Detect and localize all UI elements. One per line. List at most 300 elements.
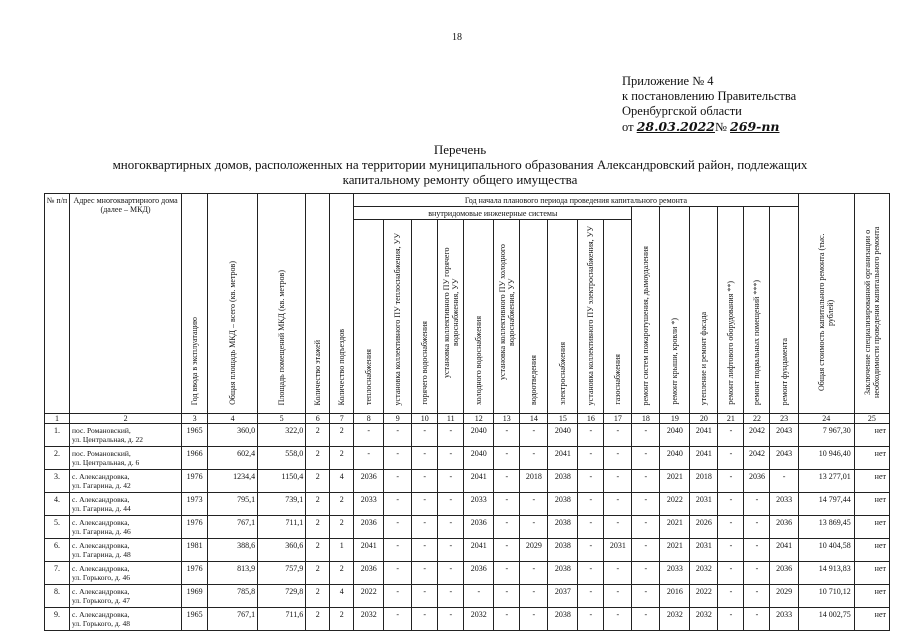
cell-c21: - — [718, 608, 744, 631]
cell-c15: 2038 — [548, 470, 578, 493]
appendix-line-4 — [622, 119, 796, 135]
cell-c22: - — [744, 493, 770, 516]
cell-c13: - — [494, 585, 520, 608]
appendix-date-prefix: от — [622, 120, 637, 134]
table-row — [45, 585, 890, 608]
cell-entr: 4 — [330, 585, 354, 608]
address-line-1: с. Александровка, — [72, 541, 130, 550]
cell-c18: - — [632, 539, 660, 562]
cell-year: 1969 — [182, 585, 208, 608]
cell-c11: - — [438, 585, 464, 608]
index-cell: 10 — [412, 414, 438, 424]
cell-c23: - — [770, 470, 798, 493]
cell-c8: - — [354, 424, 384, 447]
cell-c13: - — [494, 424, 520, 447]
cell-c18: - — [632, 470, 660, 493]
cell-concl: нет — [854, 493, 889, 516]
address-line-1: с. Александровка, — [72, 587, 130, 596]
cell-c12: 2040 — [464, 447, 494, 470]
index-cell: 7 — [330, 414, 354, 424]
index-cell: 6 — [306, 414, 330, 424]
header-address: Адрес многоквартирного дома (далее – МКД) — [70, 194, 182, 414]
cell-c23: 2036 — [770, 516, 798, 539]
cell-entr: 1 — [330, 539, 354, 562]
cell-c19: 2033 — [660, 562, 690, 585]
cell-c14: - — [520, 585, 548, 608]
cell-c12: 2036 — [464, 516, 494, 539]
header-hot-water: горячего водоснабжения — [412, 220, 438, 414]
cell-c22: - — [744, 585, 770, 608]
cell-c8: - — [354, 447, 384, 470]
cell-c9: - — [384, 539, 412, 562]
cell-c21: - — [718, 493, 744, 516]
cell-c8: 2032 — [354, 608, 384, 631]
cell-entr: 2 — [330, 447, 354, 470]
cell-prem: 558,0 — [258, 447, 306, 470]
header-floors: Количество этажей — [306, 194, 330, 414]
cell-c18: - — [632, 562, 660, 585]
cell-c10: - — [412, 424, 438, 447]
cell-cost: 13 277,01 — [798, 470, 854, 493]
cell-c14: - — [520, 562, 548, 585]
header-roof: ремонт крыши, кровли *) — [660, 207, 690, 414]
cell-concl: нет — [854, 608, 889, 631]
header-period-group: Год начала планового периода проведения капитального ремонта — [354, 194, 798, 207]
cell-area: 602,4 — [208, 447, 258, 470]
table-row — [45, 539, 890, 562]
address-cell — [70, 493, 182, 516]
table-body — [45, 424, 890, 631]
header-electricity: электроснабжения — [548, 220, 578, 414]
row-number: 5. — [45, 516, 70, 539]
page-number: 18 — [452, 32, 462, 43]
row-number: 1. — [45, 424, 70, 447]
cell-cost: 7 967,30 — [798, 424, 854, 447]
document-subtitle-line-2: капитальному ремонту общего имущества — [342, 172, 578, 187]
cell-c13: - — [494, 608, 520, 631]
header-gas: газоснабжения — [604, 220, 632, 414]
cell-c20: 2018 — [690, 470, 718, 493]
cell-c10: - — [412, 447, 438, 470]
index-cell: 1 — [45, 414, 70, 424]
header-basement: ремонт подвальных помещений ***) — [744, 207, 770, 414]
cell-c15: 2038 — [548, 516, 578, 539]
cell-prem: 711,1 — [258, 516, 306, 539]
address-line-2: ул. Гагарина, д. 48 — [72, 550, 131, 559]
cell-c10: - — [412, 516, 438, 539]
cell-c15: 2037 — [548, 585, 578, 608]
index-cell: 14 — [520, 414, 548, 424]
cell-c8: 2036 — [354, 562, 384, 585]
cell-c16: - — [578, 585, 604, 608]
appendix-line-2: к постановлению Правительства — [622, 89, 797, 103]
table-row — [45, 608, 890, 631]
header-fire-systems: ремонт систем пожаротушения, дымоудаления — [632, 207, 660, 414]
cell-concl: нет — [854, 562, 889, 585]
header-drainage: водоотведения — [520, 220, 548, 414]
index-cell: 22 — [744, 414, 770, 424]
cell-c20: 2041 — [690, 424, 718, 447]
cell-floors: 2 — [306, 585, 330, 608]
address-line-1: с. Александровка, — [72, 495, 130, 504]
header-cold-water-meter: установка коллективного ПУ холодного водоснабжения, УУ — [494, 220, 520, 414]
cell-cost: 13 869,45 — [798, 516, 854, 539]
cell-c9: - — [384, 516, 412, 539]
index-cell: 21 — [718, 414, 744, 424]
address-line-1: с. Александровка, — [72, 472, 130, 481]
row-number: 9. — [45, 608, 70, 631]
cell-entr: 2 — [330, 608, 354, 631]
address-line-1: с. Александровка, — [72, 518, 130, 527]
cell-c20: 2026 — [690, 516, 718, 539]
cell-c17: - — [604, 562, 632, 585]
address-cell — [70, 470, 182, 493]
cell-c8: 2041 — [354, 539, 384, 562]
cell-c21: - — [718, 585, 744, 608]
handwritten-number: 269-пп — [730, 119, 780, 134]
address-line-2: ул. Гагарина, д. 44 — [72, 504, 131, 513]
row-number: 7. — [45, 562, 70, 585]
cell-c11: - — [438, 493, 464, 516]
cell-cost: 14 797,44 — [798, 493, 854, 516]
cell-concl: нет — [854, 424, 889, 447]
cell-c19: 2022 — [660, 493, 690, 516]
cell-c16: - — [578, 424, 604, 447]
cell-cost: 14 002,75 — [798, 608, 854, 631]
cell-c14: - — [520, 493, 548, 516]
header-facade: утепление и ремонт фасада — [690, 207, 718, 414]
header-cold-water: холодного водоснабжения — [464, 220, 494, 414]
cell-c22: 2042 — [744, 447, 770, 470]
header-total-cost: Общая стоимость капитального ремонта (тыс. рублей) — [798, 194, 854, 414]
cell-c22: 2036 — [744, 470, 770, 493]
cell-c11: - — [438, 424, 464, 447]
cell-c19: 2021 — [660, 470, 690, 493]
cell-c17: 2031 — [604, 539, 632, 562]
index-cell: 12 — [464, 414, 494, 424]
row-number: 8. — [45, 585, 70, 608]
row-number: 4. — [45, 493, 70, 516]
cell-area: 795,1 — [208, 493, 258, 516]
index-cell: 25 — [854, 414, 889, 424]
table-row — [45, 424, 890, 447]
cell-c13: - — [494, 470, 520, 493]
cell-c22: 2042 — [744, 424, 770, 447]
cell-c11: - — [438, 608, 464, 631]
cell-prem: 757,9 — [258, 562, 306, 585]
address-line-1: с. Александровка, — [72, 610, 130, 619]
cell-c17: - — [604, 424, 632, 447]
cell-c10: - — [412, 539, 438, 562]
cell-concl: нет — [854, 539, 889, 562]
index-cell: 8 — [354, 414, 384, 424]
index-row — [45, 414, 890, 424]
cell-concl: нет — [854, 516, 889, 539]
cell-c17: - — [604, 585, 632, 608]
cell-c12: 2032 — [464, 608, 494, 631]
cell-year: 1981 — [182, 539, 208, 562]
cell-year: 1965 — [182, 424, 208, 447]
cell-c23: 2043 — [770, 424, 798, 447]
address-line-1: пос. Романовский, — [72, 449, 131, 458]
document-subtitle-line-1: многоквартирных домов, расположенных на территории муниципального образования Александровский район, подлежащих — [112, 157, 808, 172]
cell-c21: - — [718, 516, 744, 539]
cell-c11: - — [438, 470, 464, 493]
header-total-area: Общая площадь МКД – всего (кв. метров) — [208, 194, 258, 414]
cell-c14: - — [520, 608, 548, 631]
cell-c15: 2038 — [548, 539, 578, 562]
cell-c20: 2032 — [690, 608, 718, 631]
header-heat: теплоснабжения — [354, 220, 384, 414]
cell-c21: - — [718, 424, 744, 447]
header-systems-group: внутридомовые инженерные системы — [354, 207, 632, 220]
cell-c17: - — [604, 447, 632, 470]
address-line-2: ул. Гагарина, д. 46 — [72, 527, 131, 536]
header-num: № п/п — [45, 194, 70, 414]
cell-area: 813,9 — [208, 562, 258, 585]
table-row — [45, 470, 890, 493]
cell-floors: 2 — [306, 539, 330, 562]
index-cell: 11 — [438, 414, 464, 424]
cell-c15: 2038 — [548, 493, 578, 516]
table-row — [45, 493, 890, 516]
cell-year: 1965 — [182, 608, 208, 631]
cell-c23: 2033 — [770, 493, 798, 516]
cell-c17: - — [604, 516, 632, 539]
cell-c15: 2040 — [548, 424, 578, 447]
cell-c14: 2029 — [520, 539, 548, 562]
cell-c23: 2033 — [770, 608, 798, 631]
cell-area: 767,1 — [208, 516, 258, 539]
table-row — [45, 562, 890, 585]
cell-year: 1973 — [182, 493, 208, 516]
cell-year: 1976 — [182, 562, 208, 585]
cell-c14: 2018 — [520, 470, 548, 493]
cell-c18: - — [632, 493, 660, 516]
address-line-2: ул. Гагарина, д. 42 — [72, 481, 131, 490]
cell-prem: 1150,4 — [258, 470, 306, 493]
cell-prem: 739,1 — [258, 493, 306, 516]
cell-c18: - — [632, 424, 660, 447]
number-sign: № — [714, 120, 731, 134]
cell-c15: 2041 — [548, 447, 578, 470]
document-title: Перечень — [433, 142, 487, 157]
cell-prem: 711,6 — [258, 608, 306, 631]
cell-c17: - — [604, 470, 632, 493]
header-foundation: ремонт фундамента — [770, 207, 798, 414]
cell-c22: - — [744, 608, 770, 631]
cell-c22: - — [744, 539, 770, 562]
cell-c17: - — [604, 608, 632, 631]
address-cell — [70, 562, 182, 585]
cell-c9: - — [384, 562, 412, 585]
cell-c19: 2021 — [660, 539, 690, 562]
index-cell: 2 — [70, 414, 182, 424]
cell-c20: 2031 — [690, 539, 718, 562]
address-line-1: пос. Романовский, — [72, 426, 131, 435]
cell-c20: 2022 — [690, 585, 718, 608]
cell-concl: нет — [854, 470, 889, 493]
cell-c22: - — [744, 562, 770, 585]
cell-floors: 2 — [306, 447, 330, 470]
appendix-block — [622, 74, 796, 135]
appendix-line-1: Приложение № 4 — [622, 74, 714, 88]
index-cell: 16 — [578, 414, 604, 424]
cell-c19: 2040 — [660, 447, 690, 470]
column-index-row — [45, 414, 890, 424]
cell-c14: - — [520, 516, 548, 539]
cell-c15: 2038 — [548, 608, 578, 631]
index-cell: 4 — [208, 414, 258, 424]
cell-c11: - — [438, 562, 464, 585]
header-heat-meter: установка коллективного ПУ теплоснабжения, УУ — [384, 220, 412, 414]
index-cell: 18 — [632, 414, 660, 424]
cell-c21: - — [718, 470, 744, 493]
cell-c10: - — [412, 562, 438, 585]
cell-c8: 2036 — [354, 516, 384, 539]
table-row — [45, 447, 890, 470]
cell-c10: - — [412, 470, 438, 493]
cell-c12: - — [464, 585, 494, 608]
index-cell: 24 — [798, 414, 854, 424]
cell-area: 388,6 — [208, 539, 258, 562]
cell-entr: 2 — [330, 562, 354, 585]
cell-c23: 2043 — [770, 447, 798, 470]
cell-prem: 729,8 — [258, 585, 306, 608]
cell-c19: 2021 — [660, 516, 690, 539]
index-cell: 23 — [770, 414, 798, 424]
repair-schedule-table — [44, 193, 890, 631]
index-cell: 17 — [604, 414, 632, 424]
address-cell — [70, 585, 182, 608]
cell-c9: - — [384, 447, 412, 470]
cell-c9: - — [384, 493, 412, 516]
cell-area: 767,1 — [208, 608, 258, 631]
address-line-2: ул. Центральная, д. 6 — [72, 458, 140, 467]
index-cell: 5 — [258, 414, 306, 424]
cell-c12: 2033 — [464, 493, 494, 516]
cell-c13: - — [494, 539, 520, 562]
cell-c18: - — [632, 585, 660, 608]
cell-c8: 2022 — [354, 585, 384, 608]
header-year-commission: Год ввода в эксплуатацию — [182, 194, 208, 414]
cell-c16: - — [578, 470, 604, 493]
cell-year: 1966 — [182, 447, 208, 470]
cell-c9: - — [384, 608, 412, 631]
cell-c16: - — [578, 493, 604, 516]
cell-c8: 2036 — [354, 470, 384, 493]
appendix-line-3: Оренбургской области — [622, 104, 742, 118]
index-cell: 20 — [690, 414, 718, 424]
row-number: 3. — [45, 470, 70, 493]
cell-c22: - — [744, 516, 770, 539]
cell-c12: 2041 — [464, 539, 494, 562]
cell-c10: - — [412, 585, 438, 608]
table-row — [45, 516, 890, 539]
header-hot-water-meter: установка коллективного ПУ горячего водоснабжения, УУ — [438, 220, 464, 414]
cell-area: 1234,4 — [208, 470, 258, 493]
address-cell — [70, 516, 182, 539]
cell-year: 1976 — [182, 516, 208, 539]
cell-entr: 4 — [330, 470, 354, 493]
index-cell: 19 — [660, 414, 690, 424]
cell-floors: 2 — [306, 516, 330, 539]
cell-c13: - — [494, 493, 520, 516]
cell-c13: - — [494, 447, 520, 470]
cell-c16: - — [578, 516, 604, 539]
cell-floors: 2 — [306, 424, 330, 447]
cell-c10: - — [412, 608, 438, 631]
cell-entr: 2 — [330, 493, 354, 516]
address-line-2: ул. Центральная, д. 22 — [72, 435, 143, 444]
cell-c14: - — [520, 447, 548, 470]
address-line-2: ул. Горького, д. 48 — [72, 619, 130, 628]
cell-floors: 2 — [306, 470, 330, 493]
row-number: 2. — [45, 447, 70, 470]
cell-c20: 2041 — [690, 447, 718, 470]
cell-c12: 2040 — [464, 424, 494, 447]
cell-c11: - — [438, 447, 464, 470]
address-cell — [70, 608, 182, 631]
cell-c16: - — [578, 562, 604, 585]
cell-c12: 2036 — [464, 562, 494, 585]
cell-c19: 2032 — [660, 608, 690, 631]
cell-entr: 2 — [330, 424, 354, 447]
cell-year: 1976 — [182, 470, 208, 493]
cell-c20: 2032 — [690, 562, 718, 585]
cell-c19: 2040 — [660, 424, 690, 447]
cell-floors: 2 — [306, 493, 330, 516]
cell-entr: 2 — [330, 516, 354, 539]
cell-c11: - — [438, 539, 464, 562]
cell-c21: - — [718, 539, 744, 562]
cell-c15: 2038 — [548, 562, 578, 585]
cell-floors: 2 — [306, 608, 330, 631]
header-premises-area: Площадь помещений МКД (кв. метров) — [258, 194, 306, 414]
index-cell: 9 — [384, 414, 412, 424]
cell-c16: - — [578, 447, 604, 470]
cell-concl: нет — [854, 585, 889, 608]
cell-c20: 2031 — [690, 493, 718, 516]
handwritten-date: 28.03.2022 — [636, 119, 715, 134]
row-number: 6. — [45, 539, 70, 562]
cell-area: 360,0 — [208, 424, 258, 447]
cell-c21: - — [718, 562, 744, 585]
cell-c9: - — [384, 470, 412, 493]
cell-c23: 2036 — [770, 562, 798, 585]
cell-c23: 2041 — [770, 539, 798, 562]
cell-cost: 10 946,40 — [798, 447, 854, 470]
address-line-2: ул. Горького, д. 47 — [72, 596, 130, 605]
cell-prem: 360,6 — [258, 539, 306, 562]
cell-c18: - — [632, 516, 660, 539]
cell-c16: - — [578, 539, 604, 562]
cell-cost: 10 710,12 — [798, 585, 854, 608]
cell-c11: - — [438, 516, 464, 539]
cell-c18: - — [632, 608, 660, 631]
cell-c19: 2016 — [660, 585, 690, 608]
address-cell — [70, 539, 182, 562]
cell-c13: - — [494, 562, 520, 585]
cell-c16: - — [578, 608, 604, 631]
header-electricity-meter: установка коллективного ПУ электроснабжения, УУ — [578, 220, 604, 414]
index-cell: 3 — [182, 414, 208, 424]
cell-c14: - — [520, 424, 548, 447]
index-cell: 15 — [548, 414, 578, 424]
cell-c10: - — [412, 493, 438, 516]
cell-area: 785,8 — [208, 585, 258, 608]
index-cell: 13 — [494, 414, 520, 424]
